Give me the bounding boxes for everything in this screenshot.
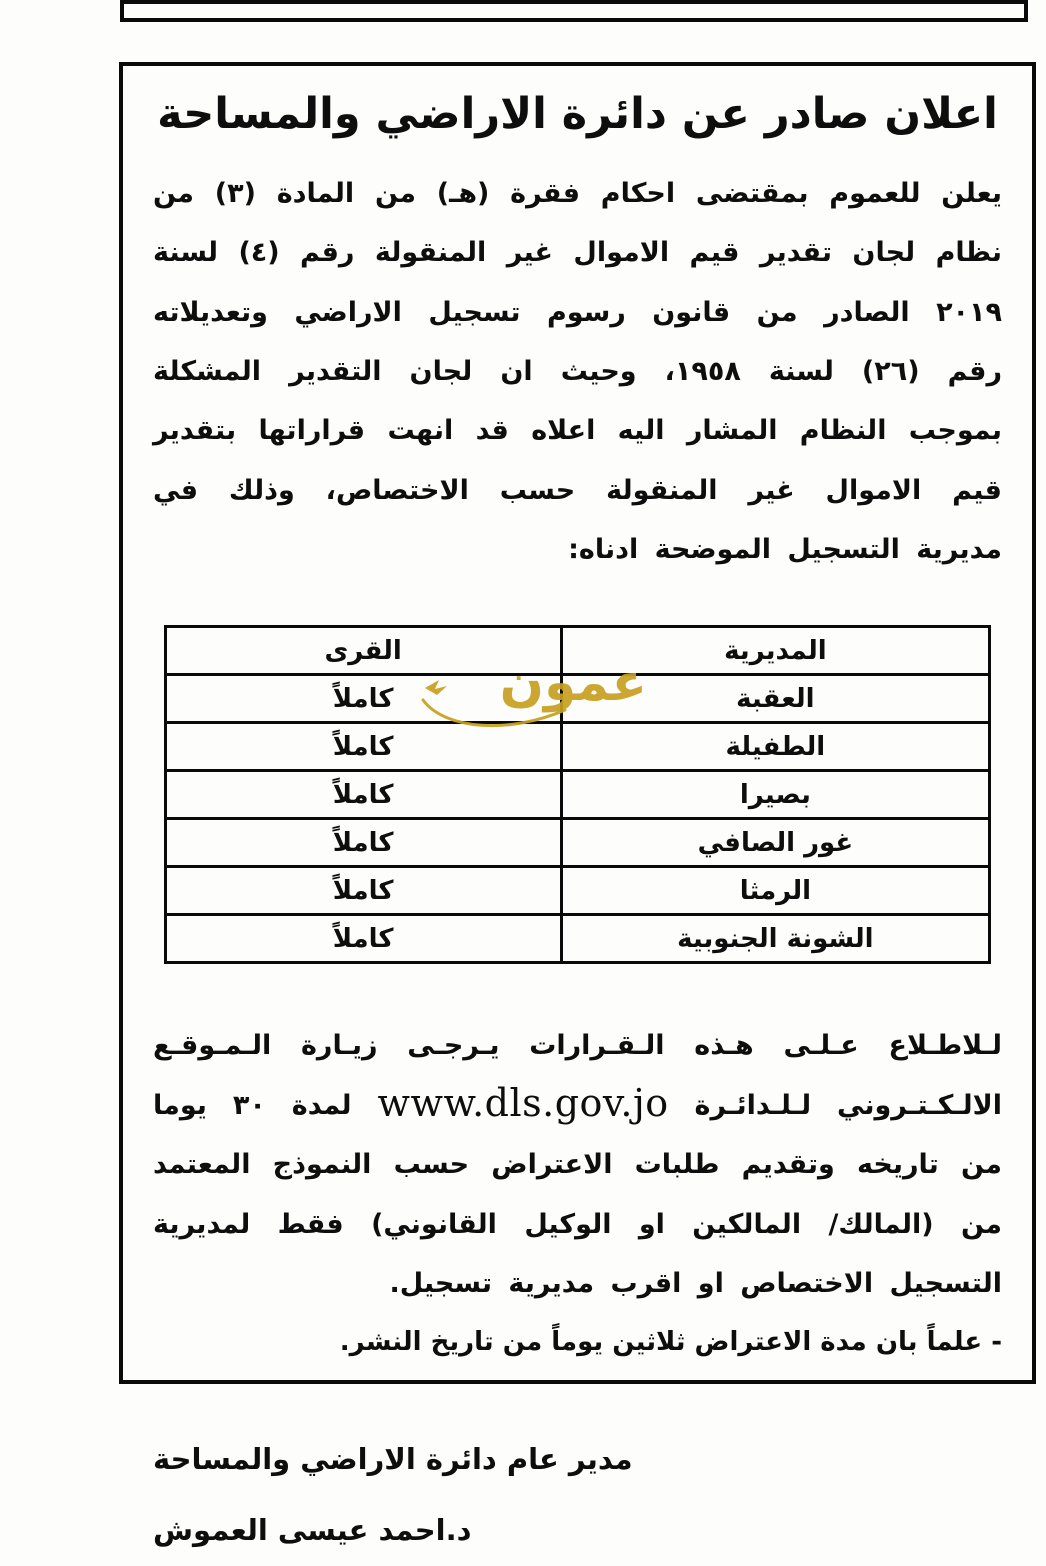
cell-directorate: الشونة الجنوبية	[561, 915, 990, 963]
cell-directorate: الرمثا	[561, 867, 990, 915]
signature-block	[153, 1424, 1002, 1566]
table-row	[165, 915, 989, 963]
cell-villages: كاملاً	[165, 915, 561, 963]
announcement-body: يعلن للعموم بمقتضى احكام فقرة (هـ) من المادة (٣) من نظام لجان تقدير قيم الاموال غير المنقولة رقم (٤) لسنة ٢٠١٩ الصادر من قانون رسوم تسجيل الاراضي وتعديلاته رقم (٢٦) لسنة ١٩٥٨، وحيث ان لجان التقدير المشكلة بموجب النظام المشار اليه اعلاه قد انهت قراراتها بتقدير قيم الاموال غير المنقولة حسب الاختصاص، وذلك في مديرية التسجيل الموضحة ادناه:	[153, 177, 1003, 566]
cell-villages: كاملاً	[165, 867, 561, 915]
column-header-villages: القرى	[165, 627, 561, 675]
cell-villages: كاملاً	[165, 819, 561, 867]
objection-period-note: - علماً بان مدة الاعتراض ثلاثين يوماً من تاريخ النشر.	[339, 1327, 1002, 1358]
table-row	[165, 867, 989, 915]
cell-directorate: غور الصافي	[561, 819, 990, 867]
signature-name: د.احمد عيسى العموش	[153, 1513, 472, 1548]
table-row	[165, 819, 989, 867]
decisions-table	[164, 625, 991, 964]
footer-text-part2: لمدة ٣٠ يوما من تاريخه وتقديم طلبات الاعتراض حسب النموذج المعتمد من (المالك/ المالكين او الوكيل القانوني) فقط لمديرية التسجيل الاختصاص او اقرب مديرية تسجيل.	[153, 1089, 1002, 1300]
previous-advert-frame-fragment	[120, 0, 1028, 22]
column-header-directorate: المديرية	[561, 627, 990, 675]
signature-title: مدير عام دائرة الاراضي والمساحة	[153, 1442, 633, 1477]
table-header-row	[165, 627, 989, 675]
footer-paragraph	[153, 1016, 1002, 1313]
cell-villages: كاملاً	[165, 771, 561, 819]
table-row	[165, 675, 989, 723]
announcement-frame	[119, 62, 1036, 1548]
table-row	[165, 723, 989, 771]
cell-villages: كاملاً	[165, 675, 561, 723]
table-row	[165, 771, 989, 819]
cell-villages: كاملاً	[165, 723, 561, 771]
page-title: اعلان صادر عن دائرة الاراضي والمساحة	[157, 89, 998, 139]
cell-directorate: العقبة	[561, 675, 990, 723]
watermark-text: عمون	[499, 653, 647, 713]
cell-directorate: بصيرا	[561, 771, 990, 819]
cell-directorate: الطفيلة	[561, 723, 990, 771]
website-url: www.dls.gov.jo	[377, 1080, 669, 1125]
footer-text-part1: لـلاطـلاع عـلـى هـذه الـقـرارات يـرجـى زيـارة الـمـوقـع الالـكـتـروني لـلـدائـرة	[153, 1030, 1002, 1121]
